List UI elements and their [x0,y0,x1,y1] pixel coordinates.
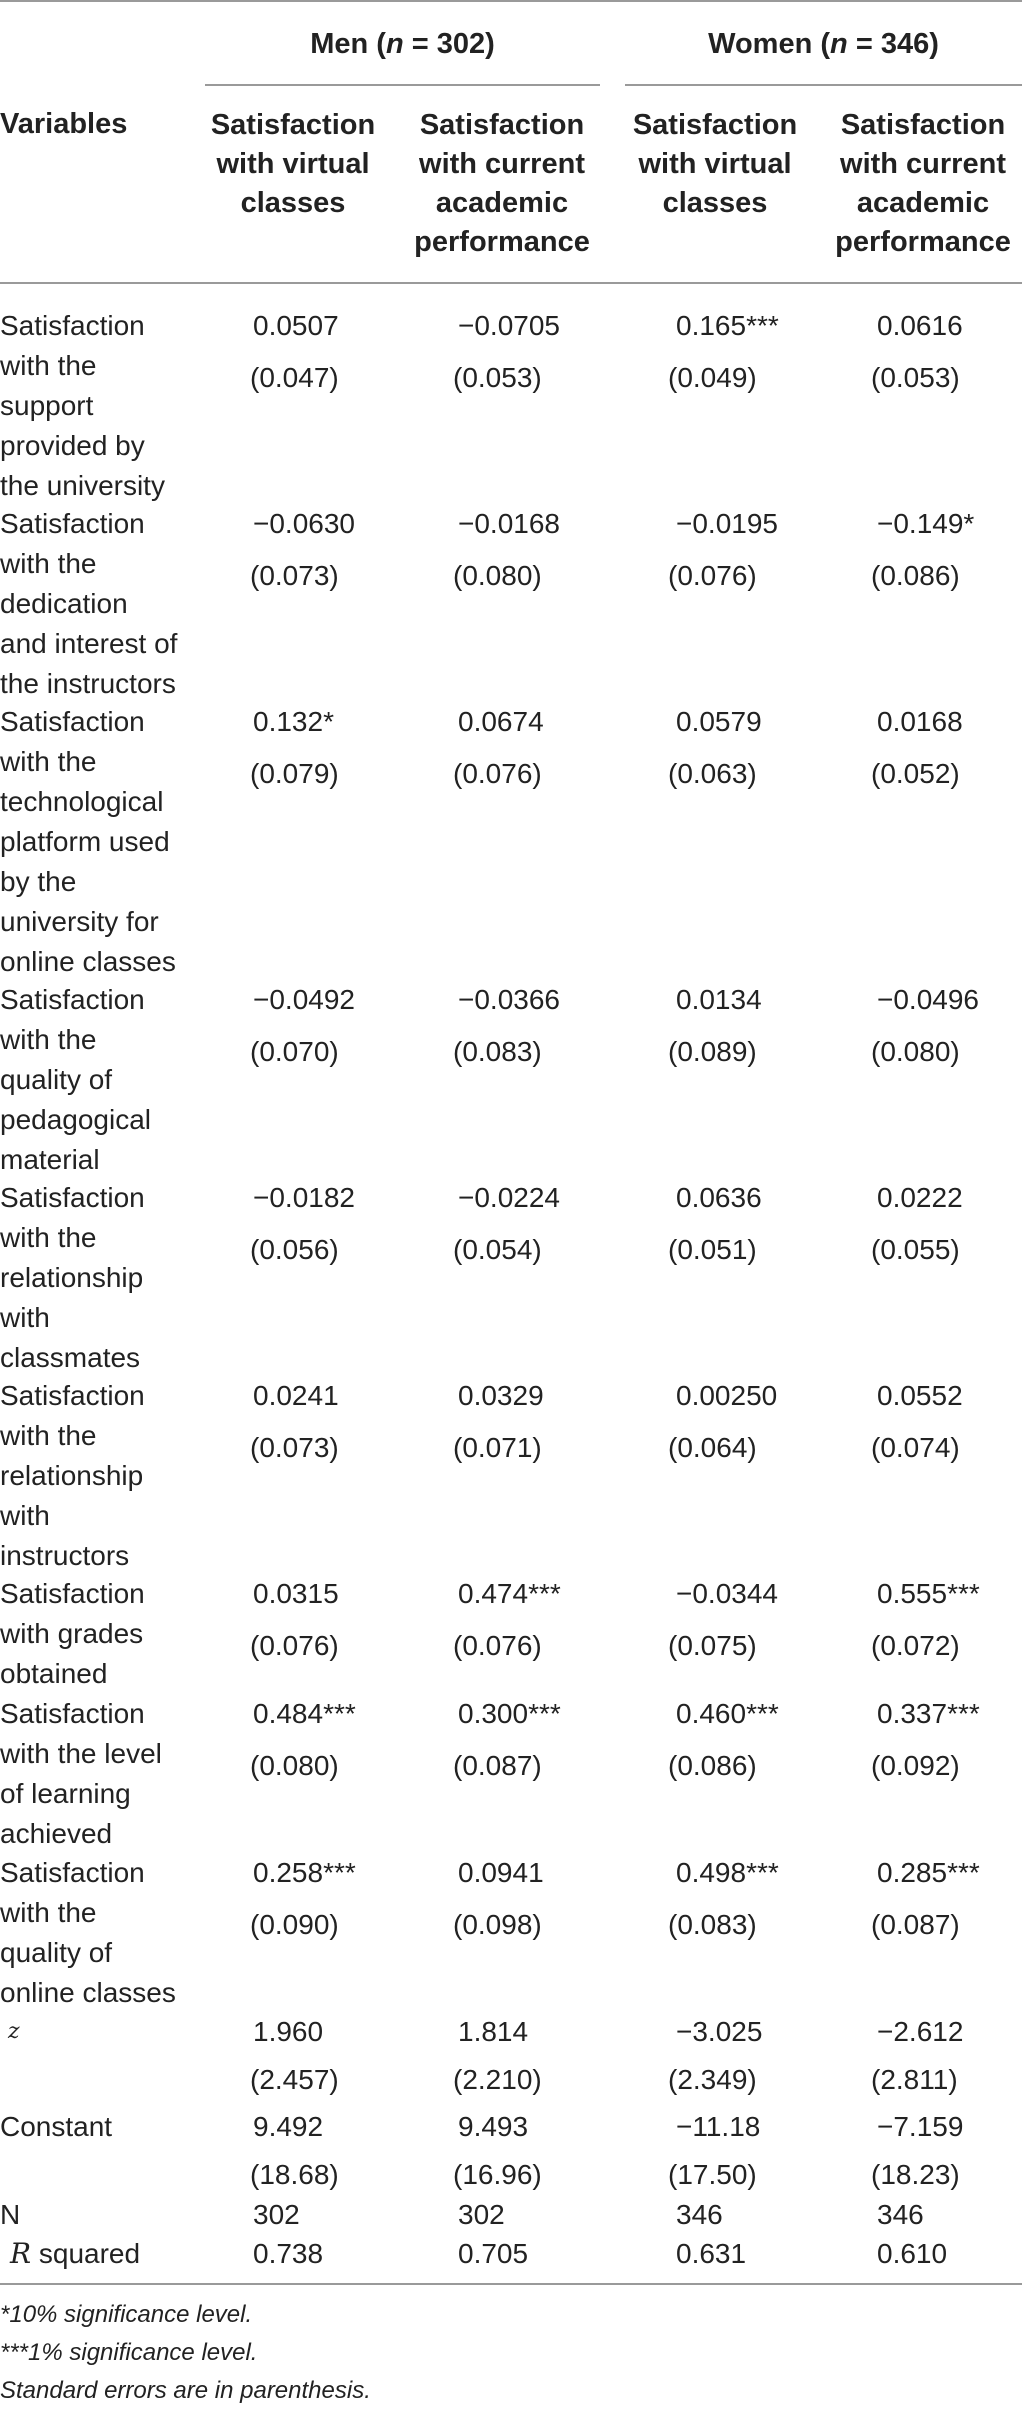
standard-error-cell: (2.210) [453,2064,542,2095]
n-value: = 302) [403,28,495,60]
standard-error-cell: (0.047) [250,362,339,393]
header-rule [0,282,1022,284]
coefficient-cell: 0.705 [458,2238,529,2269]
women-group-rule [625,84,1022,86]
coefficient-cell: −0.0492 [253,984,355,1015]
row-label-line: with the [0,548,97,579]
standard-error-cell: (2.811) [871,2064,958,2095]
row-label-line: by the [0,866,77,897]
standard-error-cell: (0.092) [871,1750,960,1781]
row-label [0,702,195,982]
coefficient-cell: 0.0168 [877,706,963,737]
row-label-line: Satisfaction [0,1578,145,1609]
column-header-line: Satisfaction [840,109,1006,141]
row-label-line: with the [0,1222,97,1253]
coefficient-cell: −0.0630 [253,508,355,539]
column-header-line: Satisfaction [632,109,798,141]
standard-error-cell: (2.349) [668,2064,757,2095]
group-name: Women [708,28,813,60]
coefficient-cell: 0.555*** [877,1578,980,1609]
standard-error-cell: (0.087) [871,1909,960,1940]
coefficient-cell: −0.0366 [458,984,560,1015]
row-label-line: online classes [0,1977,176,2008]
coefficient-cell: 346 [877,2199,924,2230]
column-header-line: classes [240,187,346,219]
standard-error-cell: (0.074) [871,1432,960,1463]
column-header-line: academic [435,187,569,219]
column-header-line: with virtual [638,148,792,180]
coefficient-cell: −0.0182 [253,1182,355,1213]
row-label-line: with the [0,1897,97,1928]
row-label-line: classmates [0,1342,141,1373]
row-label [0,980,195,1180]
row-label-line: relationship [0,1262,144,1293]
coefficient-cell: 0.610 [877,2238,948,2269]
standard-error-cell: (0.056) [250,1234,339,1265]
row-label-line: Satisfaction [0,1698,145,1729]
standard-error-cell: (0.098) [453,1909,542,1940]
row-label-line: Satisfaction [0,1182,145,1213]
row-label-line: and interest of [0,628,178,659]
row-label-line: with the [0,1024,97,1055]
row-label-line: R [10,2237,32,2270]
standard-error-cell: (0.055) [871,1234,960,1265]
column-header-line: Satisfaction [419,109,585,141]
coefficient-cell: 302 [253,2199,300,2230]
standard-error-cell: (2.457) [250,2064,339,2095]
column-header [193,106,393,223]
row-label-line: N [0,2199,21,2230]
column-header-line: with current [840,148,1006,180]
coefficient-cell: −0.0496 [877,984,979,1015]
coefficient-cell: 0.0616 [877,310,963,341]
coefficient-cell: 0.132* [253,706,334,737]
row-label-line: dedication [0,588,128,619]
column-header-line: Satisfaction [210,109,376,141]
standard-error-cell: (0.089) [668,1036,757,1067]
row-label-line: Satisfaction [0,706,145,737]
coefficient-cell: 0.0941 [458,1857,544,1888]
standard-error-cell: (0.051) [668,1234,757,1265]
coefficient-cell: 0.300*** [458,1698,561,1729]
standard-error-cell: (0.083) [668,1909,757,1940]
column-header-line: with current [419,148,585,180]
standard-error-cell: (0.063) [668,758,757,789]
variables-header: Variables [0,108,128,140]
footnote: *10% significance level. [0,2301,253,2328]
coefficient-cell: 0.738 [253,2238,324,2269]
coefficient-cell: 0.0636 [676,1182,762,1213]
coefficient-cell: 0.0674 [458,706,544,737]
coefficient-cell: 0.460*** [676,1698,779,1729]
row-label [0,2107,195,2147]
column-header-line: classes [662,187,768,219]
row-label-line: Constant [0,2111,113,2142]
coefficient-cell: 1.814 [458,2016,529,2047]
standard-error-cell: (0.076) [453,1630,542,1661]
row-label [0,1853,195,2013]
coefficient-cell: −0.149* [877,508,975,539]
column-header [823,106,1022,262]
coefficient-cell: 0.0241 [253,1380,339,1411]
standard-error-cell: (0.073) [250,560,339,591]
row-label-line: Satisfaction [0,1380,145,1411]
coefficient-cell: 0.0507 [253,310,339,341]
n-value: = 346) [847,28,939,60]
standard-error-cell: (0.073) [250,1432,339,1463]
coefficient-cell: −3.025 [676,2016,763,2047]
coefficient-cell: 0.484*** [253,1698,356,1729]
coefficient-cell: 0.258*** [253,1857,356,1888]
row-label-line: platform used [0,826,170,857]
standard-error-cell: (0.072) [871,1630,960,1661]
standard-error-cell: (0.053) [453,362,542,393]
standard-error-cell: (18.68) [250,2159,339,2190]
row-label [8,2012,203,2052]
row-label-line: with the [0,350,97,381]
coefficient-cell: 0.165*** [676,310,779,341]
column-header-line: academic [856,187,990,219]
standard-error-cell: (0.049) [668,362,757,393]
row-label-line: Satisfaction [0,310,145,341]
row-label-line: with [0,1500,50,1531]
row-label [0,1574,195,1694]
standard-error-cell: (0.080) [250,1750,339,1781]
coefficient-cell: 0.0552 [877,1380,963,1411]
row-label-line: Satisfaction [0,1857,145,1888]
standard-error-cell: (0.083) [453,1036,542,1067]
standard-error-cell: (0.054) [453,1234,542,1265]
standard-error-cell: (0.076) [453,758,542,789]
coefficient-cell: 346 [676,2199,723,2230]
standard-error-cell: (0.080) [871,1036,960,1067]
column-header [402,106,602,262]
footnote: Standard errors are in parenthesis. [0,2377,371,2404]
standard-error-cell: (0.071) [453,1432,542,1463]
row-label-line: squared [31,2238,141,2269]
coefficient-cell: −0.0224 [458,1182,560,1213]
row-label [0,504,195,704]
coefficient-cell: 1.960 [253,2016,324,2047]
coefficient-cell: 0.00250 [676,1380,778,1411]
row-label-line: relationship [0,1460,144,1491]
coefficient-cell: 0.337*** [877,1698,980,1729]
row-label-line: pedagogical [0,1104,152,1135]
row-label-line: Satisfaction [0,508,145,539]
row-label-line: achieved [0,1818,113,1849]
coefficient-cell: 0.631 [676,2238,747,2269]
row-label-line: quality of [0,1064,113,1095]
standard-error-cell: (0.080) [453,560,542,591]
standard-error-cell: (0.064) [668,1432,757,1463]
row-label-line: provided by [0,430,145,461]
row-label-line: the university [0,470,165,501]
coefficient-cell: −0.0344 [676,1578,778,1609]
coefficient-cell: −11.18 [676,2111,761,2142]
standard-error-cell: (0.076) [250,1630,339,1661]
n-symbol: n [830,28,848,60]
row-label-line: with [0,1302,50,1333]
row-label-line: with the [0,746,97,777]
row-label-line: obtained [0,1658,108,1689]
group-women-header: Women (n = 346) [708,28,939,60]
n-symbol: n [385,28,404,60]
row-label [10,2234,205,2274]
standard-error-cell: (0.086) [668,1750,757,1781]
row-label-line: material [0,1144,100,1175]
coefficient-cell: 0.0329 [458,1380,544,1411]
row-label-line: quality of [0,1937,113,1968]
row-label-line: university for [0,906,159,937]
row-label-line: with the level [0,1738,162,1769]
standard-error-cell: (0.079) [250,758,339,789]
row-label-line: instructors [0,1540,130,1571]
row-label-line: online classes [0,946,176,977]
row-label-line: support [0,390,94,421]
row-label-line: z [8,2019,20,2044]
column-header-line: performance [835,226,1011,258]
top-rule [0,0,1022,2]
bottom-rule [0,2283,1022,2285]
coefficient-cell: −0.0705 [458,310,560,341]
standard-error-cell: (0.086) [871,560,960,591]
footnote: ***1% significance level. [0,2339,258,2366]
coefficient-cell: 302 [458,2199,505,2230]
row-label [0,1694,195,1854]
group-men-header: Men (n = 302) [310,28,495,60]
coefficient-cell: 0.474*** [458,1578,561,1609]
coefficient-cell: 0.0134 [676,984,762,1015]
row-label-line: of learning [0,1778,131,1809]
row-label-line: with grades [0,1618,144,1649]
column-header-line: performance [414,226,590,258]
row-label-line: with the [0,1420,97,1451]
standard-error-cell: (0.052) [871,758,960,789]
standard-error-cell: (0.070) [250,1036,339,1067]
row-label [0,2195,195,2235]
column-header-line: with virtual [216,148,370,180]
standard-error-cell: (17.50) [668,2159,757,2190]
row-label [0,1376,195,1576]
coefficient-cell: 0.498*** [676,1857,779,1888]
coefficient-cell: −0.0195 [676,508,778,539]
coefficient-cell: 0.0222 [877,1182,963,1213]
row-label [0,306,195,506]
coefficient-cell: −0.0168 [458,508,560,539]
standard-error-cell: (0.090) [250,1909,339,1940]
coefficient-cell: −7.159 [877,2111,964,2142]
row-label-line: Satisfaction [0,984,145,1015]
coefficient-cell: 0.0579 [676,706,762,737]
standard-error-cell: (0.053) [871,362,960,393]
standard-error-cell: (0.087) [453,1750,542,1781]
group-name: Men [310,28,369,60]
men-group-rule [205,84,600,86]
coefficient-cell: −2.612 [877,2016,964,2047]
standard-error-cell: (18.23) [871,2159,960,2190]
standard-error-cell: (0.076) [668,560,757,591]
coefficient-cell: 9.492 [253,2111,324,2142]
coefficient-cell: 0.0315 [253,1578,339,1609]
coefficient-cell: 9.493 [458,2111,529,2142]
coefficient-cell: 0.285*** [877,1857,980,1888]
column-header [615,106,815,223]
row-label-line: the instructors [0,668,176,699]
row-label [0,1178,195,1378]
standard-error-cell: (16.96) [453,2159,542,2190]
row-label-line: technological [0,786,164,817]
standard-error-cell: (0.075) [668,1630,757,1661]
